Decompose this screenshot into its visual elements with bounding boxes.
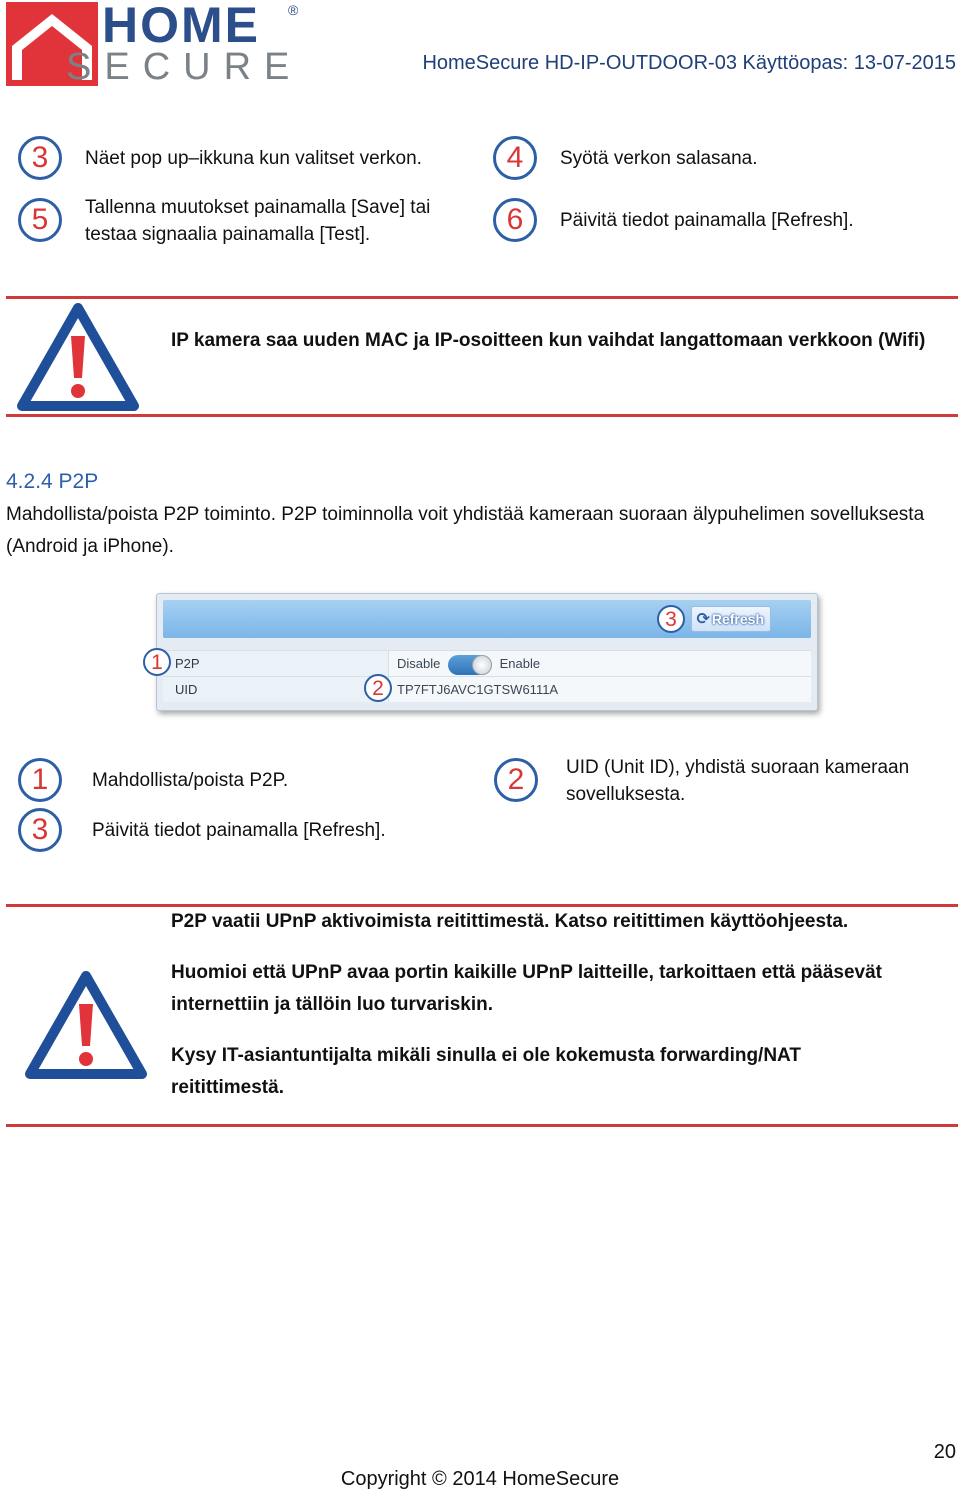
p2p-label: P2P <box>163 651 389 676</box>
section-body: Mahdollista/poista P2P toiminto. P2P toiminnolla voit yhdistää kameraan suoraan älypuhelimen sovelluksesta (Android ja iPhone). <box>6 504 925 557</box>
step-text-2: UID (Unit ID), yhdistä suoraan kameraan sovelluksesta. <box>566 757 910 805</box>
uid-value: TP7FTJ6AVC1GTSW6111A <box>397 682 559 697</box>
step-number-2: 2 <box>494 758 538 802</box>
callout-number-3: 3 <box>657 605 685 633</box>
brand-secure-text: SECURE <box>66 46 303 88</box>
copyright: Copyright © 2014 HomeSecure <box>340 1468 620 1490</box>
p2p-row <box>163 650 811 676</box>
p2p-toggle[interactable] <box>448 655 492 675</box>
divider-line <box>6 1124 958 1127</box>
refresh-button[interactable] <box>691 606 771 632</box>
step-text-6: Päivitä tiedot painamalla [Refresh]. <box>560 210 854 231</box>
step-number-1: 1 <box>18 758 62 802</box>
disable-label: Disable <box>397 656 441 671</box>
step-number-6: 6 <box>493 198 537 242</box>
p2p-toggle-group <box>397 651 540 676</box>
warning-upnp-text: P2P vaatii UPnP aktivoimista reitittimestä. Katso reitittimen käyttöohjeesta. <box>171 911 849 932</box>
toggle-knob <box>472 655 492 675</box>
panel-header <box>163 600 811 638</box>
document-title: HomeSecure HD-IP-OUTDOOR-03 Käyttöopas: 13-07-2015 <box>422 52 956 74</box>
step-number-3: 3 <box>18 136 62 180</box>
enable-label: Enable <box>499 656 541 671</box>
step-number-4: 4 <box>493 136 537 180</box>
brand-home-text: HOME <box>102 0 260 53</box>
uid-label: UID <box>163 677 389 702</box>
divider-line <box>6 296 958 299</box>
section-heading: 4.2.4 P2P <box>6 470 99 493</box>
uid-row <box>163 676 811 702</box>
callout-number-1: 1 <box>143 648 171 676</box>
warning-triangle-icon <box>16 302 140 412</box>
step-text-1: Mahdollista/poista P2P. <box>92 770 289 791</box>
page-number: 20 <box>933 1441 956 1463</box>
callout-number-2: 2 <box>364 674 392 702</box>
p2p-settings-panel <box>151 593 818 711</box>
warning-mac-ip-text: IP kamera saa uuden MAC ja IP-osoitteen kun vaihdat langattomaan verkkoon (Wifi) <box>171 330 926 351</box>
step-text-4: Syötä verkon salasana. <box>560 148 758 169</box>
divider-line <box>6 414 958 417</box>
step-number-5: 5 <box>18 198 62 242</box>
step-text-3-bottom: Päivitä tiedot painamalla [Refresh]. <box>92 820 386 841</box>
step-text-5: Tallenna muutokset painamalla [Save] tai testaa signaalia painamalla [Test]. <box>85 197 431 245</box>
refresh-label: Refresh <box>711 611 764 627</box>
warning-security-text: Huomioi että UPnP avaa portin kaikille UPnP laitteille, tarkoittaen että pääsevät internettiin ja tällöin luo turvariskin. <box>171 962 882 1015</box>
step-number-3-bottom: 3 <box>18 808 62 852</box>
refresh-icon: ⟳ <box>696 611 710 628</box>
warning-it-text: Kysy IT-asiantuntijalta mikäli sinulla ei ole kokemusta forwarding/NAT reitittimestä. <box>171 1045 801 1098</box>
warning-triangle-icon <box>24 970 148 1080</box>
step-text-3: Näet pop up–ikkuna kun valitset verkon. <box>85 148 422 169</box>
homesecure-logo <box>6 2 306 86</box>
registered-mark: ® <box>288 2 299 18</box>
